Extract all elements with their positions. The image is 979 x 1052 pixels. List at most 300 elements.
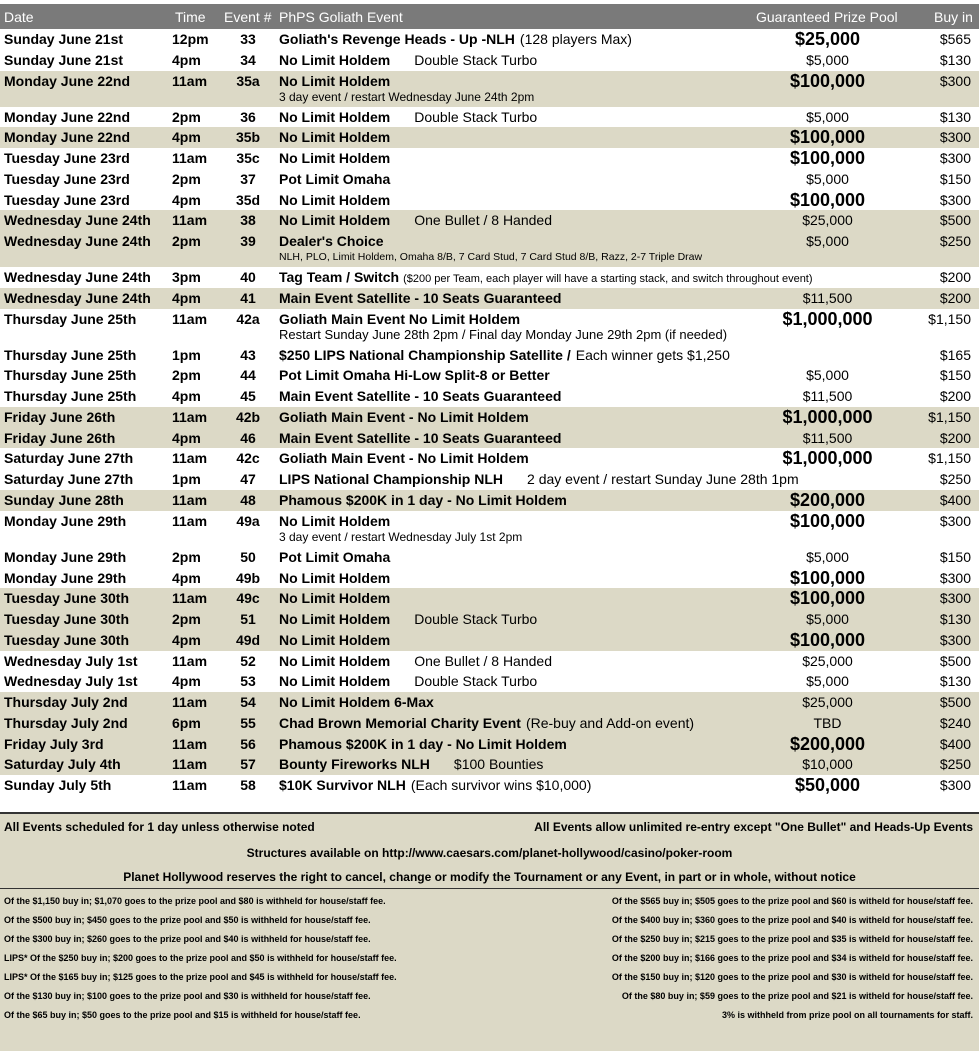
table-row xyxy=(0,630,979,651)
event-detail: Double Stack Turbo xyxy=(414,673,538,690)
row-buy-in: $150 xyxy=(939,548,971,565)
row-buy-in: $1,150 xyxy=(928,310,971,327)
row-event-number: 52 xyxy=(240,652,256,669)
row-time: 2pm xyxy=(172,548,201,565)
table-row xyxy=(0,210,979,231)
row-date: Sunday June 21st xyxy=(4,31,124,47)
footer-note-left: All Events scheduled for 1 day unless otherwise noted xyxy=(4,820,315,834)
row-buy-in: $250 xyxy=(939,471,971,488)
row-time: 11am xyxy=(172,310,208,327)
row-prize-pool: $200,000 xyxy=(789,490,866,511)
row-date: Tuesday June 30th xyxy=(4,590,130,607)
row-event-number: 40 xyxy=(240,269,256,286)
row-event-name xyxy=(279,692,434,713)
table-row xyxy=(0,448,979,469)
row-time: 4pm xyxy=(172,631,201,648)
header-date: Date xyxy=(4,9,34,25)
fee-note-right: Of the $80 buy in; $59 goes to the prize pool and $21 is witheld for house/staff fee. xyxy=(621,991,973,1001)
table-row xyxy=(0,288,979,309)
event-title: Main Event Satellite - 10 Seats Guaranteed xyxy=(279,289,562,306)
row-time: 2pm xyxy=(172,170,201,187)
event-title: Dealer's Choice xyxy=(279,233,384,250)
row-event-name xyxy=(279,609,537,630)
row-time: 11am xyxy=(172,735,208,752)
fee-note-left: LIPS* Of the $250 buy in; $200 goes to the prize pool and $50 is withheld for house/staff fee. xyxy=(4,953,397,963)
row-event-number: 37 xyxy=(240,170,256,187)
row-prize-pool: $100,000 xyxy=(789,588,866,609)
footer-structures: Structures available on http://www.caesars.com/planet-hollywood/casino/poker-room xyxy=(246,846,733,860)
row-event-number: 34 xyxy=(240,51,256,68)
row-date: Monday June 29th xyxy=(4,548,127,565)
row-date: Thursday July 2nd xyxy=(4,714,128,731)
row-date: Wednesday June 24th xyxy=(4,212,151,229)
row-time: 3pm xyxy=(172,269,201,286)
row-date: Thursday June 25th xyxy=(4,367,137,384)
row-event-number: 44 xyxy=(240,367,256,384)
row-prize-pool: $1,000,000 xyxy=(782,308,873,329)
row-time: 1pm xyxy=(172,346,201,363)
row-time: 11am xyxy=(172,492,208,509)
table-row xyxy=(0,734,979,755)
fee-note-right: Of the $250 buy in; $215 goes to the prize pool and $35 is witheld for house/staff fee. xyxy=(611,934,973,944)
row-prize-pool: $100,000 xyxy=(789,70,866,91)
row-buy-in: $165 xyxy=(939,346,971,363)
row-time: 11am xyxy=(172,512,208,529)
row-time: 4pm xyxy=(172,388,201,405)
table-row xyxy=(0,588,979,609)
table-row xyxy=(0,345,979,366)
row-buy-in: $200 xyxy=(939,269,971,286)
event-note: ($200 per Team, each player will have a starting stack, and switch throughout event) xyxy=(403,273,813,286)
table-row xyxy=(0,407,979,428)
row-date: Thursday June 25th xyxy=(4,388,137,405)
row-prize-pool: $1,000,000 xyxy=(782,406,873,427)
table-row xyxy=(0,29,979,50)
fee-note-right: 3% is withheld from prize pool on all tournaments for staff. xyxy=(721,1010,973,1020)
row-date: Friday July 3rd xyxy=(4,735,104,752)
row-event-number: 45 xyxy=(240,388,256,405)
table-row xyxy=(0,428,979,449)
table-row xyxy=(0,651,979,672)
row-event-number: 35c xyxy=(236,150,260,167)
event-title: No Limit Holdem xyxy=(279,191,391,208)
row-date: Sunday June 28th xyxy=(4,492,124,509)
row-buy-in: $1,150 xyxy=(928,408,971,425)
row-date: Saturday July 4th xyxy=(4,756,121,773)
event-detail: (128 players Max) xyxy=(519,31,632,47)
event-detail: Double Stack Turbo xyxy=(414,108,538,125)
row-time: 11am xyxy=(172,777,208,794)
row-event-number: 42b xyxy=(235,408,261,425)
table-row xyxy=(0,754,979,775)
row-prize-pool: $5,000 xyxy=(806,548,849,565)
row-event-name xyxy=(279,71,390,92)
table-row xyxy=(0,50,979,71)
row-event-name xyxy=(279,547,390,568)
row-event-name xyxy=(279,734,567,755)
row-time: 11am xyxy=(172,652,208,669)
row-event-name xyxy=(279,288,561,309)
row-prize-pool: $11,500 xyxy=(802,388,853,405)
row-event-number: 57 xyxy=(240,756,256,773)
fee-note-left: Of the $1,150 buy in; $1,070 goes to the prize pool and $80 is withheld for house/staff fee. xyxy=(4,896,386,906)
row-event-name xyxy=(279,365,550,386)
row-time: 6pm xyxy=(172,714,201,731)
fee-note-right: Of the $400 buy in; $360 goes to the prize pool and $40 is witheld for house/staff fee. xyxy=(611,915,973,925)
row-event-name xyxy=(279,651,552,672)
row-prize-pool: $200,000 xyxy=(789,733,866,754)
row-buy-in: $300 xyxy=(939,150,971,167)
row-prize-pool: $10,000 xyxy=(802,756,853,773)
header-event: PhPS Goliath Event xyxy=(279,9,403,25)
header-buy-in: Buy in xyxy=(934,9,973,25)
row-buy-in: $500 xyxy=(939,694,971,711)
row-date: Thursday June 25th xyxy=(4,310,137,327)
row-event-name xyxy=(279,231,384,252)
row-time: 12pm xyxy=(172,31,209,47)
event-title: Pot Limit Omaha xyxy=(279,548,391,565)
row-date: Thursday July 2nd xyxy=(4,694,128,711)
row-event-name xyxy=(279,169,390,190)
row-date: Saturday June 27th xyxy=(4,450,134,467)
row-buy-in: $150 xyxy=(939,170,971,187)
table-row xyxy=(0,692,979,713)
row-time: 2pm xyxy=(172,108,201,125)
row-time: 11am xyxy=(172,150,208,167)
event-title: Phamous $200K in 1 day - No Limit Holdem xyxy=(279,735,567,752)
row-date: Monday June 29th xyxy=(4,569,127,586)
row-event-number: 39 xyxy=(240,233,256,250)
event-title: Pot Limit Omaha Hi-Low Split-8 or Better xyxy=(279,367,550,384)
row-event-name xyxy=(279,210,552,231)
row-prize-pool: $5,000 xyxy=(806,233,849,250)
fee-note-left: LIPS* Of the $165 buy in; $125 goes to the prize pool and $45 is withheld for house/staff fee. xyxy=(4,972,397,982)
table-row xyxy=(0,107,979,128)
event-title: Chad Brown Memorial Charity Event xyxy=(279,714,521,731)
row-event-number: 42a xyxy=(236,310,260,327)
row-event-number: 42c xyxy=(236,450,260,467)
fee-note-right: Of the $565 buy in; $505 goes to the prize pool and $60 is witheld for house/staff fee. xyxy=(611,896,973,906)
row-event-number: 49d xyxy=(235,631,261,648)
row-prize-pool: TBD xyxy=(813,714,842,731)
row-prize-pool: $25,000 xyxy=(794,29,861,49)
row-buy-in: $300 xyxy=(939,590,971,607)
row-event-name xyxy=(279,50,537,71)
row-time: 4pm xyxy=(172,673,201,690)
row-event-number: 36 xyxy=(240,108,256,125)
row-event-number: 49a xyxy=(236,512,260,529)
table-row xyxy=(0,365,979,386)
table-row xyxy=(0,267,979,288)
row-event-number: 33 xyxy=(240,31,256,47)
row-date: Wednesday June 24th xyxy=(4,289,151,306)
row-subnote: 3 day event / restart Wednesday July 1st 2pm xyxy=(279,529,523,544)
table-row xyxy=(0,490,979,511)
row-event-number: 35b xyxy=(235,129,261,146)
row-date: Monday June 22nd xyxy=(4,108,131,125)
row-time: 4pm xyxy=(172,569,201,586)
row-event-number: 51 xyxy=(240,611,256,628)
row-time: 1pm xyxy=(172,471,201,488)
row-event-number: 50 xyxy=(240,548,256,565)
row-date: Friday June 26th xyxy=(4,408,116,425)
row-buy-in: $400 xyxy=(939,492,971,509)
row-event-number: 56 xyxy=(240,735,256,752)
row-event-number: 47 xyxy=(240,471,256,488)
event-title: No Limit Holdem xyxy=(279,611,391,628)
row-prize-pool: $11,500 xyxy=(802,429,853,446)
footer-rights: Planet Hollywood reserves the right to cancel, change or modify the Tournament or any Event, in part or in whole, without notice xyxy=(123,870,856,884)
row-date: Wednesday July 1st xyxy=(4,673,138,690)
row-buy-in: $130 xyxy=(939,673,971,690)
row-event-name xyxy=(279,386,561,407)
row-event-number: 43 xyxy=(240,346,256,363)
row-date: Monday June 22nd xyxy=(4,129,131,146)
row-date: Monday June 22nd xyxy=(4,72,131,89)
row-prize-pool: $50,000 xyxy=(794,775,861,796)
row-event-number: 55 xyxy=(240,714,256,731)
row-buy-in: $500 xyxy=(939,212,971,229)
row-buy-in: $240 xyxy=(939,714,971,731)
row-date: Friday June 26th xyxy=(4,429,116,446)
row-date: Tuesday June 30th xyxy=(4,611,130,628)
row-buy-in: $300 xyxy=(939,191,971,208)
event-title: $250 LIPS National Championship Satellite / xyxy=(279,346,571,363)
fee-note-left: Of the $500 buy in; $450 goes to the prize pool and $50 is withheld for house/staff fee. xyxy=(4,915,371,925)
row-buy-in: $130 xyxy=(939,51,971,68)
row-time: 11am xyxy=(172,694,208,711)
fee-notes xyxy=(0,888,979,1052)
row-event-number: 48 xyxy=(240,492,256,509)
row-date: Sunday July 5th xyxy=(4,777,112,794)
row-buy-in: $300 xyxy=(939,72,971,89)
row-prize-pool: $100,000 xyxy=(789,567,866,588)
row-event-number: 35a xyxy=(236,72,260,89)
event-title: No Limit Holdem xyxy=(279,652,391,669)
table-row xyxy=(0,71,979,107)
event-title: Goliath's Revenge Heads - Up -NLH xyxy=(279,31,515,47)
row-date: Saturday June 27th xyxy=(4,471,134,488)
row-event-name xyxy=(279,428,561,449)
table-row xyxy=(0,148,979,169)
event-title: Phamous $200K in 1 day - No Limit Holdem xyxy=(279,492,567,509)
row-prize-pool: $100,000 xyxy=(789,629,866,650)
row-time: 4pm xyxy=(172,51,201,68)
row-buy-in: $500 xyxy=(939,652,971,669)
row-event-name xyxy=(279,407,529,428)
event-title: No Limit Holdem xyxy=(279,631,391,648)
fee-note-left: Of the $65 buy in; $50 goes to the prize pool and $15 is withheld for house/staff fee. xyxy=(4,1010,361,1020)
row-buy-in: $250 xyxy=(939,756,971,773)
event-title: No Limit Holdem 6-Max xyxy=(279,694,434,711)
row-prize-pool: $5,000 xyxy=(806,367,849,384)
row-date: Tuesday June 23rd xyxy=(4,170,130,187)
table-row xyxy=(0,568,979,589)
row-time: 11am xyxy=(172,212,208,229)
row-buy-in: $130 xyxy=(939,611,971,628)
row-date: Wednesday July 1st xyxy=(4,652,138,669)
table-row xyxy=(0,231,979,267)
footer-note-right: All Events allow unlimited re-entry except "One Bullet" and Heads-Up Events xyxy=(534,820,973,834)
event-detail: Double Stack Turbo xyxy=(414,611,538,628)
event-title: No Limit Holdem xyxy=(279,108,391,125)
row-event-name xyxy=(279,107,537,128)
row-prize-pool: $25,000 xyxy=(802,652,853,669)
footer xyxy=(0,812,979,1051)
row-buy-in: $1,150 xyxy=(928,450,971,467)
row-date: Tuesday June 23rd xyxy=(4,191,130,208)
row-prize-pool: $5,000 xyxy=(806,673,849,690)
event-title: No Limit Holdem xyxy=(279,51,391,68)
event-title: No Limit Holdem xyxy=(279,569,391,586)
row-time: 11am xyxy=(172,72,208,89)
row-date: Wednesday June 24th xyxy=(4,269,151,286)
row-time: 4pm xyxy=(172,429,201,446)
event-title: No Limit Holdem xyxy=(279,673,391,690)
table-header xyxy=(0,4,979,29)
row-event-name xyxy=(279,127,390,148)
table-row xyxy=(0,671,979,692)
row-prize-pool: $5,000 xyxy=(806,170,849,187)
row-date: Tuesday June 30th xyxy=(4,631,130,648)
row-prize-pool: $5,000 xyxy=(806,108,849,125)
row-date: Sunday June 21st xyxy=(4,51,124,68)
event-detail: $100 Bounties xyxy=(453,756,544,773)
row-date: Monday June 29th xyxy=(4,512,127,529)
row-buy-in: $200 xyxy=(939,388,971,405)
row-buy-in: $300 xyxy=(939,129,971,146)
event-title: Main Event Satellite - 10 Seats Guaranteed xyxy=(279,429,562,446)
row-event-name xyxy=(279,190,390,211)
table-row xyxy=(0,609,979,630)
event-title: Goliath Main Event - No Limit Holdem xyxy=(279,408,529,425)
row-prize-pool: $100,000 xyxy=(789,148,866,169)
row-buy-in: $200 xyxy=(939,429,971,446)
event-title: Bounty Fireworks NLH xyxy=(279,756,430,773)
row-event-number: 38 xyxy=(240,212,256,229)
table-row xyxy=(0,547,979,568)
row-prize-pool: $1,000,000 xyxy=(782,448,873,469)
event-title: No Limit Holdem xyxy=(279,72,391,89)
table-row xyxy=(0,309,979,345)
row-time: 11am xyxy=(172,590,208,607)
row-prize-pool: $100,000 xyxy=(789,510,866,531)
row-time: 4pm xyxy=(172,129,201,146)
table-row xyxy=(0,511,979,547)
row-event-name xyxy=(279,511,390,532)
row-event-name xyxy=(279,713,694,734)
header-time: Time xyxy=(175,9,206,25)
row-buy-in: $130 xyxy=(939,108,971,125)
event-title: Pot Limit Omaha xyxy=(279,170,391,187)
header-event-number: Event # xyxy=(224,9,272,25)
row-event-name xyxy=(279,490,567,511)
row-subnote: NLH, PLO, Limit Holdem, Omaha 8/B, 7 Card Stud, 7 Card Stud 8/B, Razz, 2-7 Triple Draw xyxy=(279,251,703,264)
row-subnote: Restart Sunday June 28th 2pm / Final day Monday June 29th 2pm (if needed) xyxy=(279,326,728,342)
schedule-rows xyxy=(0,29,979,796)
table-row xyxy=(0,713,979,734)
table-row xyxy=(0,386,979,407)
row-time: 2pm xyxy=(172,233,201,250)
row-event-number: 54 xyxy=(240,694,256,711)
row-buy-in: $300 xyxy=(939,569,971,586)
row-event-name xyxy=(279,29,632,50)
row-buy-in: $300 xyxy=(939,512,971,529)
event-title: Goliath Main Event - No Limit Holdem xyxy=(279,450,529,467)
event-detail: Each winner gets $1,250 xyxy=(575,346,730,363)
table-row xyxy=(0,775,979,796)
row-event-number: 49b xyxy=(235,569,261,586)
event-detail: (Each survivor wins $10,000) xyxy=(410,777,592,794)
row-prize-pool: $100,000 xyxy=(789,127,866,148)
event-title: Main Event Satellite - 10 Seats Guaranteed xyxy=(279,388,562,405)
event-title: $10K Survivor NLH xyxy=(279,777,406,794)
event-title: No Limit Holdem xyxy=(279,129,391,146)
table-row xyxy=(0,169,979,190)
row-time: 11am xyxy=(172,756,208,773)
event-title: No Limit Holdem xyxy=(279,150,391,167)
row-event-name xyxy=(279,469,799,490)
row-buy-in: $200 xyxy=(939,289,971,306)
row-event-name xyxy=(279,345,730,366)
fee-note-right: Of the $150 buy in; $120 goes to the prize pool and $30 is witheld for house/staff fee. xyxy=(611,972,973,982)
row-event-name xyxy=(279,267,813,290)
row-event-name xyxy=(279,671,537,692)
row-buy-in: $565 xyxy=(939,31,971,47)
row-prize-pool: $25,000 xyxy=(802,694,853,711)
row-prize-pool: $100,000 xyxy=(789,189,866,210)
event-title: No Limit Holdem xyxy=(279,590,391,607)
table-row xyxy=(0,127,979,148)
row-date: Wednesday June 24th xyxy=(4,233,151,250)
row-event-number: 41 xyxy=(240,289,256,306)
event-detail: 2 day event / restart Sunday June 28th 1pm xyxy=(527,471,799,488)
fee-note-left: Of the $130 buy in; $100 goes to the prize pool and $30 is withheld for house/staff fee. xyxy=(4,991,371,1001)
row-event-name xyxy=(279,630,390,651)
row-subnote: 3 day event / restart Wednesday June 24th 2pm xyxy=(279,89,535,104)
table-row xyxy=(0,469,979,490)
fee-note-left: Of the $300 buy in; $260 goes to the prize pool and $40 is withheld for house/staff fee. xyxy=(4,934,371,944)
row-buy-in: $300 xyxy=(939,777,971,794)
row-event-number: 35d xyxy=(235,191,261,208)
row-event-name xyxy=(279,448,529,469)
row-date: Thursday June 25th xyxy=(4,346,137,363)
row-event-number: 58 xyxy=(240,777,256,794)
row-event-number: 46 xyxy=(240,429,256,446)
row-buy-in: $250 xyxy=(939,233,971,250)
row-prize-pool: $25,000 xyxy=(802,212,853,229)
fee-note-right: Of the $200 buy in; $166 goes to the prize pool and $34 is witheld for house/staff fee. xyxy=(611,953,973,963)
event-title: No Limit Holdem xyxy=(279,212,391,229)
event-title: Tag Team / Switch xyxy=(279,269,400,286)
row-prize-pool: $5,000 xyxy=(806,611,849,628)
event-detail: (Re-buy and Add-on event) xyxy=(525,714,695,731)
row-buy-in: $150 xyxy=(939,367,971,384)
row-event-name xyxy=(279,754,543,775)
table-row xyxy=(0,190,979,211)
row-date: Tuesday June 23rd xyxy=(4,150,130,167)
event-detail: One Bullet / 8 Handed xyxy=(414,652,552,669)
row-event-number: 53 xyxy=(240,673,256,690)
row-time: 4pm xyxy=(172,191,201,208)
row-event-name xyxy=(279,148,390,169)
row-prize-pool: $11,500 xyxy=(802,289,853,306)
event-title: Goliath Main Event No Limit Holdem xyxy=(279,310,521,327)
row-prize-pool: $5,000 xyxy=(806,51,849,68)
row-time: 11am xyxy=(172,408,208,425)
event-detail: Double Stack Turbo xyxy=(414,51,538,68)
row-time: 2pm xyxy=(172,611,201,628)
